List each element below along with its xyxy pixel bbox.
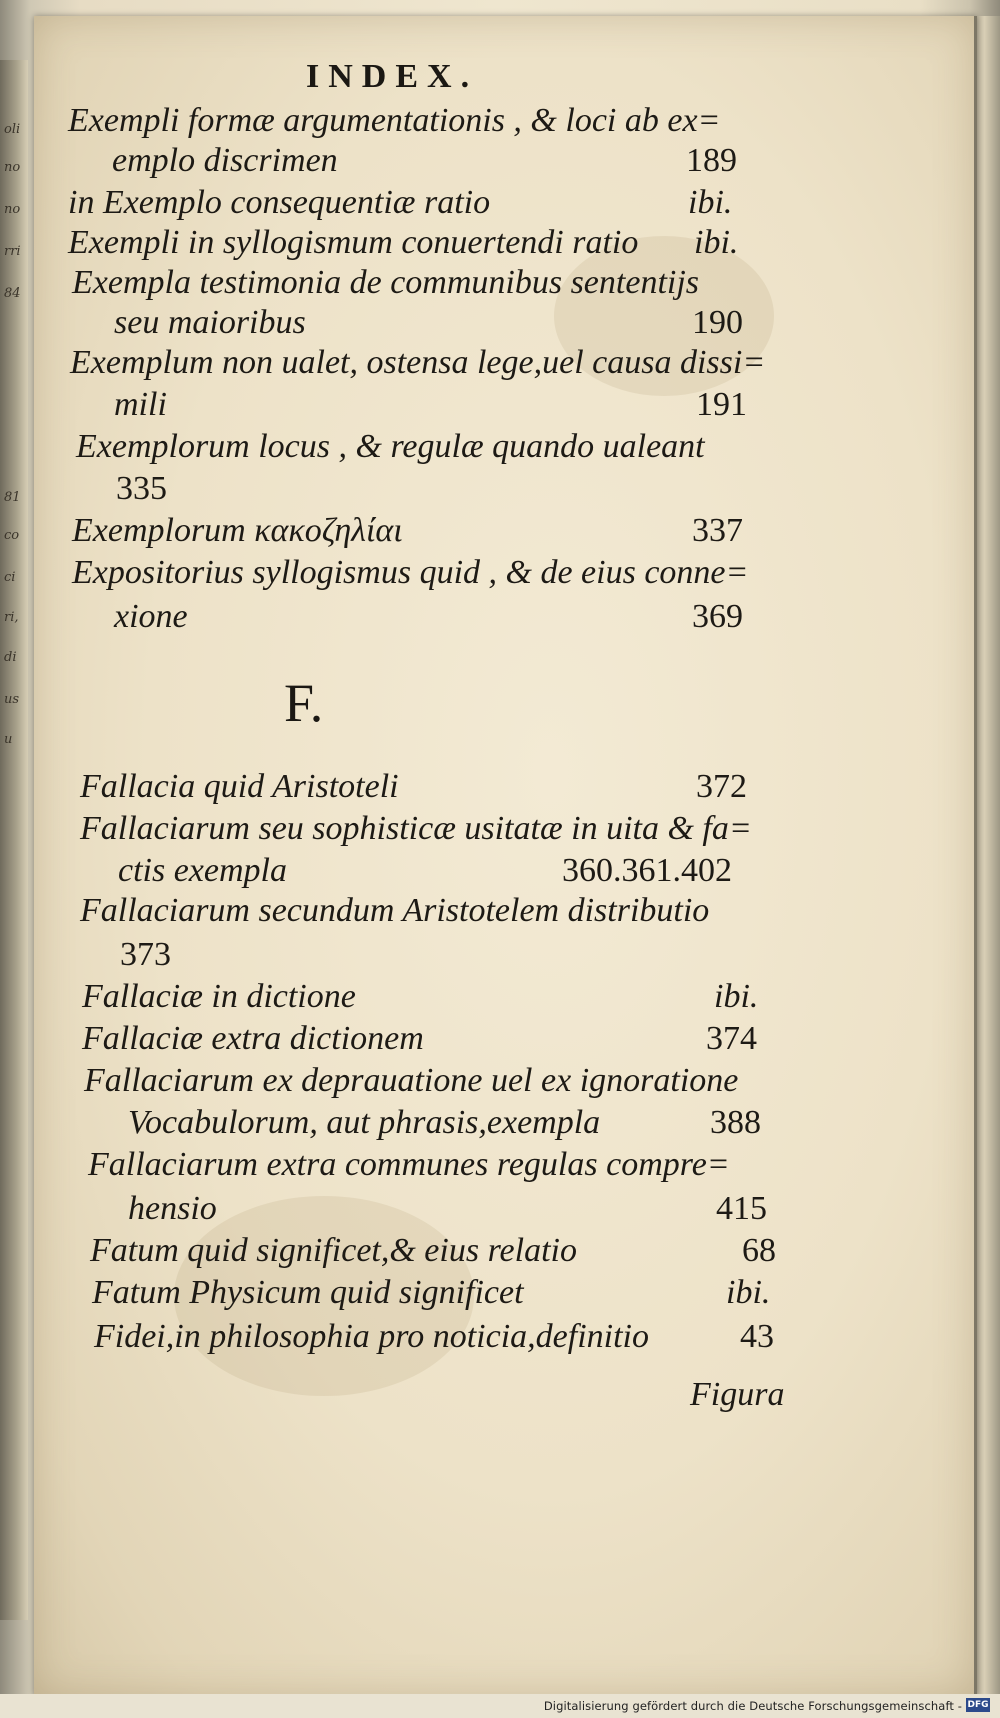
entry-page-number: 68	[742, 1232, 776, 1269]
entry-text: Fidei,in philosophia pro noticia,definitio	[94, 1318, 649, 1355]
entry-text: mili	[114, 386, 167, 423]
entry-text: Fatum quid significet,& eius relatio	[90, 1232, 577, 1269]
entry-page-number: 190	[692, 304, 743, 341]
margin-fragment: us	[4, 692, 20, 707]
entry-page-number: ibi.	[726, 1274, 771, 1311]
index-entry	[0, 1318, 1000, 1368]
entry-text: ctis exempla	[118, 852, 287, 889]
entry-page-number: 360.361.402	[562, 852, 732, 889]
entry-text: Fatum Physicum quid significet	[92, 1274, 524, 1311]
catchword: Figura	[690, 1376, 785, 1413]
entry-page-number: 189	[686, 142, 737, 179]
entry-text: Fallacia quid Aristoteli	[80, 768, 399, 805]
entry-text: Fallaciarum secundum Aristotelem distributio	[80, 892, 710, 929]
margin-fragment: rri	[4, 244, 21, 259]
entry-text: Vocabulorum, aut phrasis,exempla	[128, 1104, 601, 1141]
entry-page-number: 191	[696, 386, 747, 423]
entry-page-number: ibi.	[688, 184, 733, 221]
entry-page-number: 337	[692, 512, 743, 549]
margin-fragment: ri,	[4, 610, 19, 625]
entry-text: Fallaciarum ex deprauatione uel ex ignoratione	[84, 1062, 739, 1099]
entry-text: hensio	[128, 1190, 217, 1227]
margin-fragment: no	[4, 202, 21, 217]
entry-page-number: 415	[716, 1190, 767, 1227]
section-letter: F.	[284, 673, 324, 733]
entry-text: Exemplorum locus , & regulæ quando ualeant	[76, 428, 705, 465]
entry-text: Expositorius syllogismus quid , & de eius conne=	[72, 554, 749, 591]
index-entry	[0, 892, 1000, 942]
entry-text: Fallaciarum extra communes regulas compre=	[88, 1146, 730, 1183]
entry-text: Exempli formæ argumentationis , & loci ab ex=	[68, 102, 721, 139]
entry-text: Exemplorum κακοζηλίαι	[72, 512, 403, 549]
index-entry	[0, 554, 1000, 604]
margin-fragment: no	[4, 160, 21, 175]
entry-page-number: 372	[696, 768, 747, 805]
page-heading: INDEX.	[306, 58, 479, 95]
entry-text: emplo discrimen	[112, 142, 338, 179]
margin-fragment: u	[4, 732, 13, 747]
entry-page-number: 374	[706, 1020, 757, 1057]
entry-page-number: 388	[710, 1104, 761, 1141]
entry-text: seu maioribus	[114, 304, 306, 341]
entry-text: Fallaciæ in dictione	[82, 978, 356, 1015]
entry-text: Fallaciæ extra dictionem	[82, 1020, 424, 1057]
entry-page-number: 43	[740, 1318, 774, 1355]
index-entry	[0, 1146, 1000, 1196]
index-entry	[0, 598, 1000, 648]
dfg-logo: DFG	[967, 1700, 989, 1710]
entry-text: 335	[116, 470, 167, 507]
margin-fragment: di	[4, 650, 17, 665]
margin-fragment: oli	[4, 122, 21, 137]
margin-fragment: 81	[4, 490, 21, 505]
entry-text: Exempla testimonia de communibus sententijs	[72, 264, 700, 301]
entry-text: Exempli in syllogismum conuertendi ratio	[68, 224, 639, 261]
entry-text: Fallaciarum seu sophisticæ usitatæ in uita & fa=	[80, 810, 752, 847]
digitization-credit: Digitalisierung gefördert durch die Deutsche Forschungsgemeinschaft -	[543, 1699, 962, 1713]
entry-page-number: ibi.	[694, 224, 739, 261]
margin-fragment: co	[4, 528, 20, 543]
index-entry	[0, 1274, 1000, 1324]
entry-page-number: 369	[692, 598, 743, 635]
margin-fragment: 84	[4, 286, 21, 301]
entry-text: 373	[120, 936, 171, 973]
entry-text: xione	[114, 598, 188, 635]
entry-text: in Exemplo consequentiæ ratio	[68, 184, 491, 221]
entry-text: Exemplum non ualet, ostensa lege,uel causa dissi=	[70, 344, 766, 381]
margin-fragment: ci	[4, 570, 16, 585]
entry-page-number: ibi.	[714, 978, 759, 1015]
